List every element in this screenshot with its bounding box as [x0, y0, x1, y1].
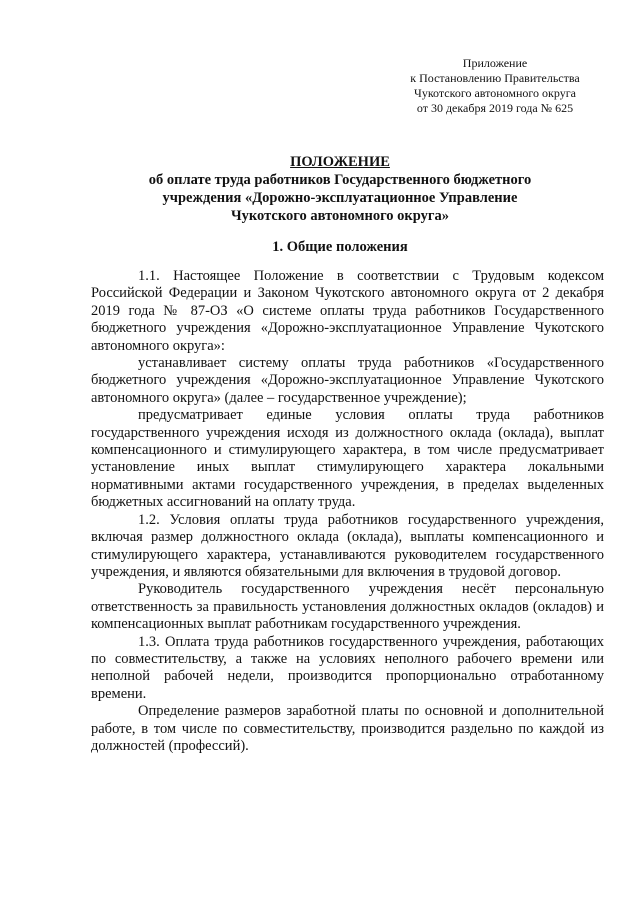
appendix-line-1: Приложение	[462, 56, 528, 70]
paragraph-responsibility: Руководитель государственного учреждения несёт персональную ответственность за правильность установления должностных окладов (окладов) и компенсационных выплат работникам государственного учреждения.	[91, 581, 604, 633]
section-body	[91, 268, 604, 755]
appendix-line-3: Чукотского автономного округа	[414, 86, 576, 100]
paragraph-salary-determination: Определение размеров заработной платы по основной и дополнительной работе, в том числе по совместительству, производится раздельно по каждой из должностей (профессий).	[91, 703, 604, 754]
paragraph-provides: предусматривает единые условия оплаты труда работников государственного учреждения исходя из должностного оклада (оклада), выплат компенсационного и стимулирующего характера, в том числе предусматривает установление иных выплат стимулирующего характера локальными нормативными актами государственного учреждения, в пределах выделенных бюджетных ассигнований на оплату труда.	[91, 407, 604, 511]
title-line-4: Чукотского автономного округа»	[231, 208, 449, 224]
document-title	[60, 153, 620, 225]
appendix-reference	[395, 56, 595, 116]
paragraph-1-2: 1.2. Условия оплаты труда работников государственного учреждения, включая размер должностного оклада (оклада), выплаты компенсационного и стимулирующего характера, устанавливаются руководителем государственного учреждения, и являются обязательными для включения в трудовой договор.	[91, 511, 604, 580]
section-heading: 1. Общие положения	[272, 239, 408, 255]
title-line-1: ПОЛОЖЕНИЕ	[290, 154, 390, 170]
title-line-2: об оплате труда работников Государственного бюджетного	[148, 172, 532, 188]
appendix-line-4: от 30 декабря 2019 года № 625	[416, 101, 574, 115]
title-line-3: учреждения «Дорожно-эксплуатационное Управление	[162, 190, 518, 206]
appendix-line-2: к Постановлению Правительства	[410, 71, 580, 85]
paragraph-1-1: 1.1. Настоящее Положение в соответствии с Трудовым кодексом Российской Федерации и Законом Чукотского автономного округа от 2 декабря 2019 года № 87-ОЗ «О системе оплаты труда работников Государственного бюджетного учреждения «Дорожно-эксплуатационное Управление Чукотского автономного округа»:	[91, 268, 604, 354]
paragraph-establishes: устанавливает систему оплаты труда работников «Государственного бюджетного учреждения «Дорожно-эксплуатационное Управление Чукотского автономного округа» (далее – государственное учреждение);	[91, 355, 604, 406]
paragraph-1-3: 1.3. Оплата труда работников государственного учреждения, работающих по совместительству, а также на условиях неполного рабочего времени или неполной рабочей недели, производится пропорционально отработанному времени.	[91, 633, 604, 702]
